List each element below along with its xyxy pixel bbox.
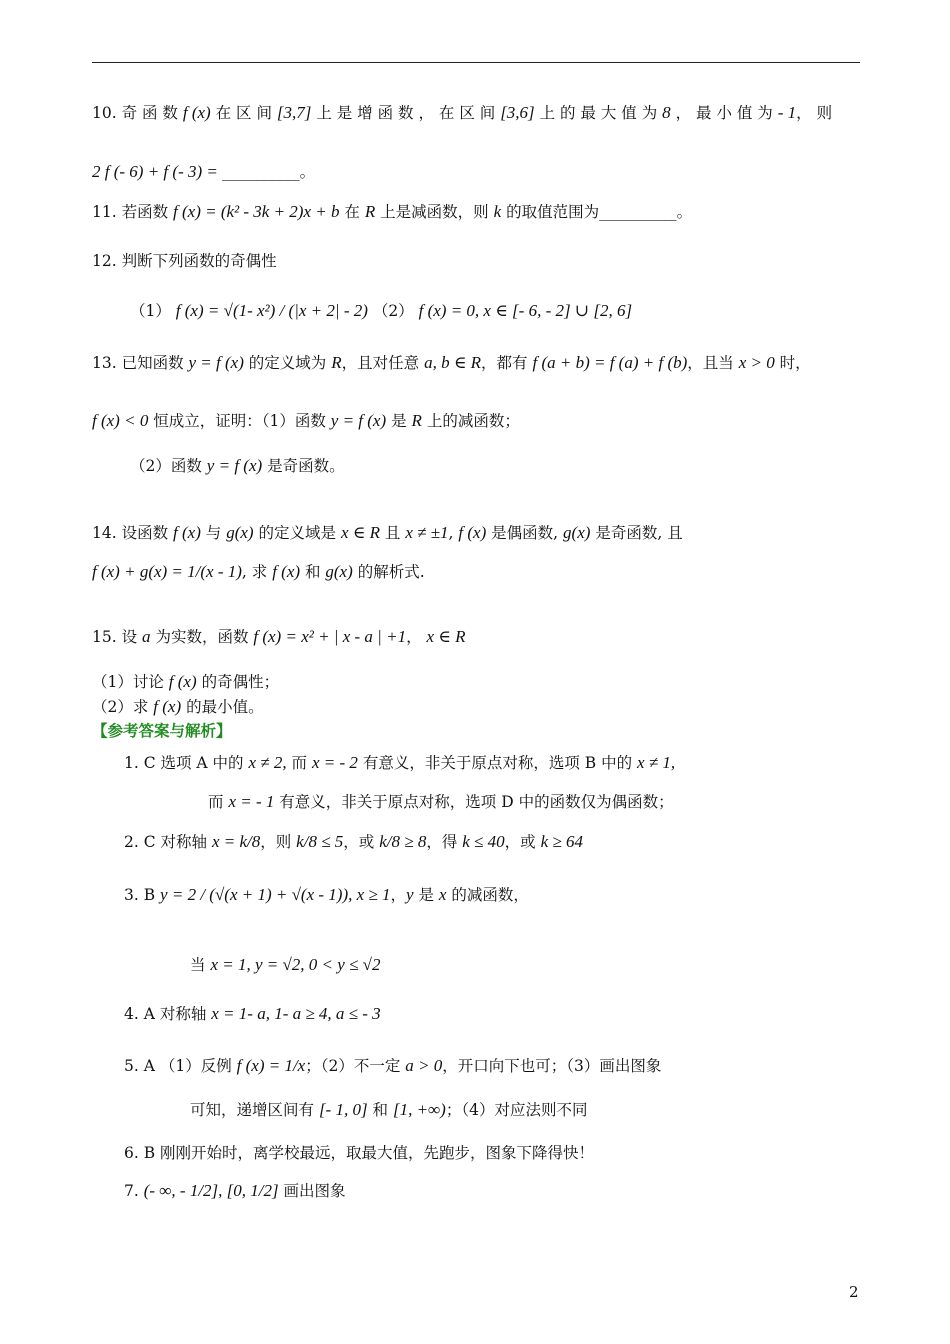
math-expression: [- 1, 0] [318, 1100, 368, 1119]
text-run: 的取值范围为__________。 [501, 203, 693, 221]
math-expression: k [493, 202, 502, 221]
math-expression: g(x) [563, 523, 591, 542]
text-run: , [448, 524, 459, 542]
text-run: , 求 [241, 563, 273, 581]
math-expression: f (x) < 0 [92, 411, 149, 430]
text-run: ， [390, 886, 407, 904]
math-expression: R [364, 202, 376, 221]
text-run: 的减函数， [446, 886, 529, 904]
line-a3b [190, 954, 380, 976]
math-expression: x ≠ ±1 [405, 523, 449, 542]
math-expression: x ∈ R [340, 523, 380, 542]
math-expression: f (a + b) = f (a) + f (b) [532, 353, 688, 372]
math-expression: x ∈ R [426, 627, 466, 646]
text-run: 是奇函数, 且 [590, 524, 683, 542]
text-run: ， 则 [796, 104, 833, 122]
text-run: ，都有 [481, 354, 533, 372]
text-run: 的最小值。 [181, 698, 264, 716]
math-expression: [3,6] [500, 103, 535, 122]
text-run: 的解析式. [352, 563, 425, 581]
text-run: 11. 若函数 [92, 203, 174, 221]
math-expression: f (x) + g(x) = 1/(x - 1) [92, 562, 242, 581]
text-run: 的定义域是 [253, 524, 341, 542]
math-expression: x [438, 885, 447, 904]
math-expression: f (x) [153, 697, 182, 716]
math-expression: R [411, 411, 422, 430]
line-a2 [124, 831, 583, 853]
math-expression: x = 1, y = √2, 0 < y ≤ √2 [210, 955, 381, 974]
line-a5b [190, 1099, 587, 1121]
text-run: 的奇偶性； [196, 673, 280, 691]
math-expression: x = - 1 [228, 792, 275, 811]
text-run: 6. B 刚刚开始时，离学校最远，取最大值，先跑步，图象下降得快！ [124, 1144, 595, 1162]
math-expression: x = 1- a, 1- a ≥ 4, a ≤ - 3 [211, 1004, 381, 1023]
text-run: （2） [367, 302, 419, 320]
math-expression: (- ∞, - 1/2], [0, 1/2] [143, 1181, 279, 1200]
math-expression: f (x) = (k² - 3k + 2)x + b [173, 202, 340, 221]
text-run: ；（2）不一定 [305, 1057, 406, 1075]
math-expression: - 1 [777, 103, 797, 122]
line-q15 [92, 626, 466, 648]
math-expression: f (x) [182, 103, 211, 122]
text-run: 2. C 对称轴 [124, 833, 212, 851]
text-run: ，或 [504, 833, 541, 851]
text-run: （2）函数 [130, 457, 207, 475]
math-expression: f (x) = 1/x [236, 1056, 306, 1075]
line-ans-head [92, 720, 232, 742]
math-expression: f (x) [272, 562, 301, 581]
math-expression: f (x) [168, 672, 197, 691]
line-q12a [130, 300, 632, 322]
math-expression: x ≠ 1, [637, 753, 676, 772]
line-q15a [92, 671, 279, 693]
math-expression: x = - 2 [311, 753, 358, 772]
text-run: ；（4）对应法则不同 [445, 1101, 588, 1119]
text-run: ，且当 [687, 354, 739, 372]
text-run: 3. B [124, 886, 161, 904]
line-a1a [124, 752, 675, 774]
section-heading: 【参考答案与解析】 [92, 721, 232, 740]
text-run: 为实数，函数 [150, 628, 254, 646]
text-run: 和 [300, 563, 326, 581]
text-run: 12. 判断下列函数的奇偶性 [92, 252, 277, 270]
math-expression: y = f (x) [188, 353, 244, 372]
math-expression: x = k/8 [211, 832, 261, 851]
line-a4 [124, 1003, 381, 1025]
line-a7 [124, 1180, 346, 1202]
math-expression: f (x) = 0, x ∈ [- 6, - 2] ∪ [2, 6] [418, 301, 633, 320]
text-run: ，且对任意 [341, 354, 425, 372]
line-q13b [92, 410, 520, 432]
line-q14a [92, 522, 683, 544]
text-run: 的定义域为 [243, 354, 332, 372]
math-expression: k/8 ≥ 8 [379, 832, 427, 851]
line-q13c [130, 455, 345, 477]
text-run: ， [406, 628, 427, 646]
text-run: 画出图象 [278, 1182, 346, 1200]
text-run: ，开口向下也可；（3）画出图象 [442, 1057, 662, 1075]
math-expression: x ≠ 2, [248, 753, 287, 772]
text-run: 是 [413, 886, 439, 904]
text-run: ，则 [260, 833, 297, 851]
text-run: 是 [386, 412, 412, 430]
text-run: 和 [367, 1101, 393, 1119]
math-expression: 8 [662, 103, 671, 122]
text-run: （1） [130, 302, 176, 320]
line-q10b [92, 161, 315, 183]
math-expression: f (x) [173, 523, 201, 542]
math-expression: k ≤ 40 [462, 832, 505, 851]
text-run: 与 [200, 524, 227, 542]
math-expression: k ≥ 64 [540, 832, 583, 851]
line-q11 [92, 201, 692, 223]
text-run: ，得 [426, 833, 463, 851]
text-run: 13. 已知函数 [92, 354, 189, 372]
text-run: 时， [774, 354, 811, 372]
text-run: 是偶函数, [486, 524, 564, 542]
line-q13a [92, 352, 811, 374]
line-a5a [124, 1055, 661, 1077]
line-a3a [124, 884, 529, 906]
text-run: __________。 [222, 163, 316, 181]
math-expression: g(x) [226, 523, 254, 542]
math-expression: [3,7] [276, 103, 312, 122]
math-expression: y = f (x) [330, 411, 387, 430]
text-run: 当 [190, 956, 211, 974]
math-expression: f (x) [458, 523, 487, 542]
text-run: 有意义，非关于原点对称，选项 B 中的 [357, 754, 638, 772]
text-run: 5. A （1）反例 [124, 1057, 237, 1075]
text-run: 上的减函数； [421, 412, 520, 430]
math-expression: [1, +∞) [392, 1100, 446, 1119]
line-q12 [92, 250, 277, 272]
text-run: 1. C 选项 A 中的 [124, 754, 249, 772]
text-run: 上 的 最 大 值 为 [534, 104, 663, 122]
line-a1b [208, 791, 674, 813]
math-expression: 2 f (- 6) + f (- 3) = [92, 162, 223, 181]
math-expression: a > 0 [405, 1056, 443, 1075]
math-expression: g(x) [325, 562, 353, 581]
text-run: 有意义，非关于原点对称，选项 D 中的函数仅为偶函数； [274, 793, 674, 811]
text-run: （1）讨论 [92, 673, 169, 691]
math-expression: f (x) = √(1- x²) / (|x + 2| - 2) [175, 301, 368, 320]
math-expression: y [406, 885, 414, 904]
text-run: 可知，递增区间有 [190, 1101, 319, 1119]
header-rule [92, 62, 860, 63]
line-q14b [92, 561, 425, 583]
text-run: ， 最 小 值 为 [670, 104, 778, 122]
math-expression: a [142, 627, 151, 646]
text-run: 而 [208, 793, 229, 811]
line-a6 [124, 1142, 594, 1164]
text-run: 14. 设函数 [92, 524, 174, 542]
text-run: 恒成立，证明：（1）函数 [148, 412, 331, 430]
line-q10a [92, 102, 832, 124]
math-expression: y = f (x) [206, 456, 263, 475]
text-run: 7. [124, 1182, 144, 1200]
math-expression: a, b ∈ R [424, 353, 482, 372]
text-run: ，或 [343, 833, 380, 851]
math-expression: R [331, 353, 342, 372]
math-expression: k/8 ≤ 5 [296, 832, 344, 851]
text-run: 是奇函数。 [262, 457, 345, 475]
text-run: 10. 奇 函 数 [92, 104, 183, 122]
math-expression: x > 0 [738, 353, 775, 372]
text-run: 在 [339, 203, 365, 221]
line-q15b [92, 696, 264, 718]
math-expression: f (x) = x² + | x - a | +1 [253, 627, 407, 646]
text-run: （2）求 [92, 698, 154, 716]
math-expression: y = 2 / (√(x + 1) + √(x - 1)), x ≥ 1 [160, 885, 391, 904]
text-run: 而 [286, 754, 312, 772]
text-run: 在 区 间 [210, 104, 277, 122]
text-run: 上 是 增 函 数 ， 在 区 间 [311, 104, 501, 122]
text-run: 上是减函数，则 [375, 203, 494, 221]
text-run: 15. 设 [92, 628, 143, 646]
text-run: 且 [379, 524, 406, 542]
page-number: 2 [849, 1283, 859, 1301]
text-run: 4. A 对称轴 [124, 1005, 212, 1023]
